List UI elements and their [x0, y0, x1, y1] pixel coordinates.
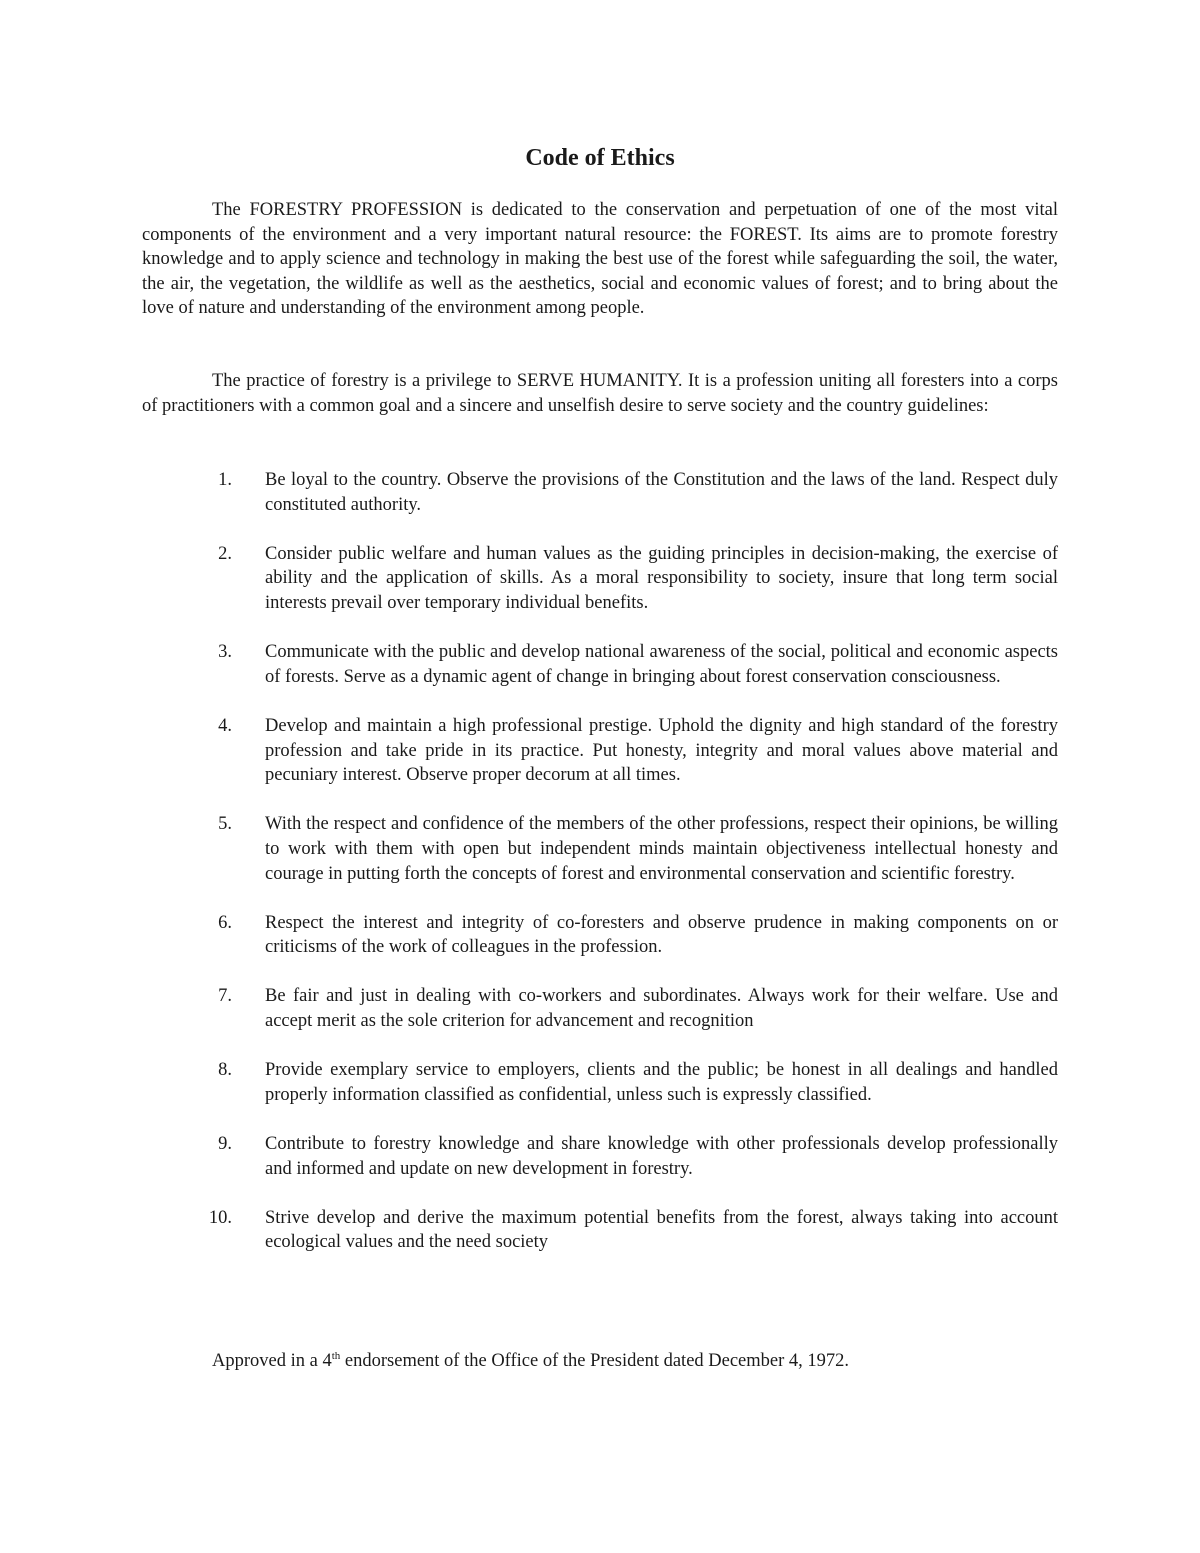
- approval-note: [212, 1349, 849, 1374]
- intro-paragraph-2: The practice of forestry is a privilege to SERVE HUMANITY. It is a profession uniting all foresters into a corps of practitioners with a common goal and a sincere and unselfish desire to serve society and the country guidelines:: [142, 371, 1058, 416]
- list-item-number: 2.: [218, 543, 232, 564]
- ethics-guidelines-list: [142, 468, 1058, 1280]
- list-item-text: Develop and maintain a high professional prestige. Uphold the dignity and high standard of the forestry profession and take pride in its practice. Put honesty, integrity and moral values above material and pecuniary interest. Observe proper decorum at all times.: [265, 715, 1058, 786]
- list-item-text: Be fair and just in dealing with co-workers and subordinates. Always work for their welfare. Use and accept merit as the sole criterion for advancement and recognition: [265, 986, 1058, 1032]
- list-item-number: 7.: [218, 986, 232, 1007]
- list-item: [142, 1206, 1058, 1255]
- list-item: [142, 1132, 1058, 1181]
- list-item-number: 1.: [218, 470, 232, 490]
- list-item-text: Consider public welfare and human values as the guiding principles in decision-making, the exercise of ability and the application of skills. As a moral responsibility to society, insure that long term social interests prevail over temporary individual benefits.: [265, 543, 1058, 613]
- list-item-text: Communicate with the public and develop national awareness of the social, political and economic aspects of forests. Serve as a dynamic agent of change in bringing about forest conservation consciousness.: [265, 642, 1058, 687]
- list-item-number: 10.: [208, 1207, 232, 1228]
- approval-text-before: Approved in a 4: [212, 1351, 332, 1371]
- list-item-text: With the respect and confidence of the members of the other professions, respect their opinions, be willing to work with them with open but independent minds maintain objectiveness intellectual honesty and courage in putting forth the concepts of forest and environmental conservation and scientific forestry.: [265, 814, 1058, 884]
- list-item: [142, 542, 1058, 616]
- page-title: Code of Ethics: [525, 145, 675, 171]
- list-item: [142, 911, 1058, 960]
- list-item: [142, 468, 1058, 517]
- list-item-number: 5.: [218, 814, 232, 835]
- list-item-number: 9.: [218, 1134, 232, 1155]
- list-item-number: 8.: [218, 1060, 232, 1081]
- list-item: [142, 984, 1058, 1033]
- list-item: [142, 714, 1058, 788]
- list-item-text: Respect the interest and integrity of co-foresters and observe prudence in making components on or criticisms of the work of colleagues in the profession.: [265, 912, 1058, 958]
- list-item: [142, 1058, 1058, 1107]
- list-item-text: Contribute to forestry knowledge and share knowledge with other professionals develop professionally and informed and update on new development in forestry.: [265, 1134, 1058, 1179]
- intro-paragraph-1: The FORESTRY PROFESSION is dedicated to the conservation and perpetuation of one of the most vital components of the environment and a very important natural resource: the FOREST. Its aims are to promote forestry knowledge and to apply science and technology in making the best use of the forest while safeguarding the soil, the water, the air, the vegetation, the wildlife as well as the aesthetics, social and economic values of forest; and to bring about the love of nature and understanding of the environment among people.: [142, 200, 1058, 319]
- list-item-number: 6.: [218, 912, 232, 933]
- approval-text-after: endorsement of the Office of the President dated December 4, 1972.: [340, 1351, 850, 1371]
- list-item: [142, 640, 1058, 689]
- list-item-text: Provide exemplary service to employers, clients and the public; be honest in all dealings and handled properly information classified as confidential, unless such is expressly classified.: [265, 1060, 1058, 1105]
- list-item-text: Strive develop and derive the maximum potential benefits from the forest, always taking into account ecological values and the need society: [265, 1207, 1058, 1253]
- list-item-text: Be loyal to the country. Observe the provisions of the Constitution and the laws of the land. Respect duly constituted authority.: [265, 470, 1058, 515]
- ordinal-suffix: th: [331, 1349, 341, 1362]
- list-item: [142, 812, 1058, 886]
- list-item-number: 4.: [218, 715, 232, 736]
- list-item-number: 3.: [218, 642, 232, 663]
